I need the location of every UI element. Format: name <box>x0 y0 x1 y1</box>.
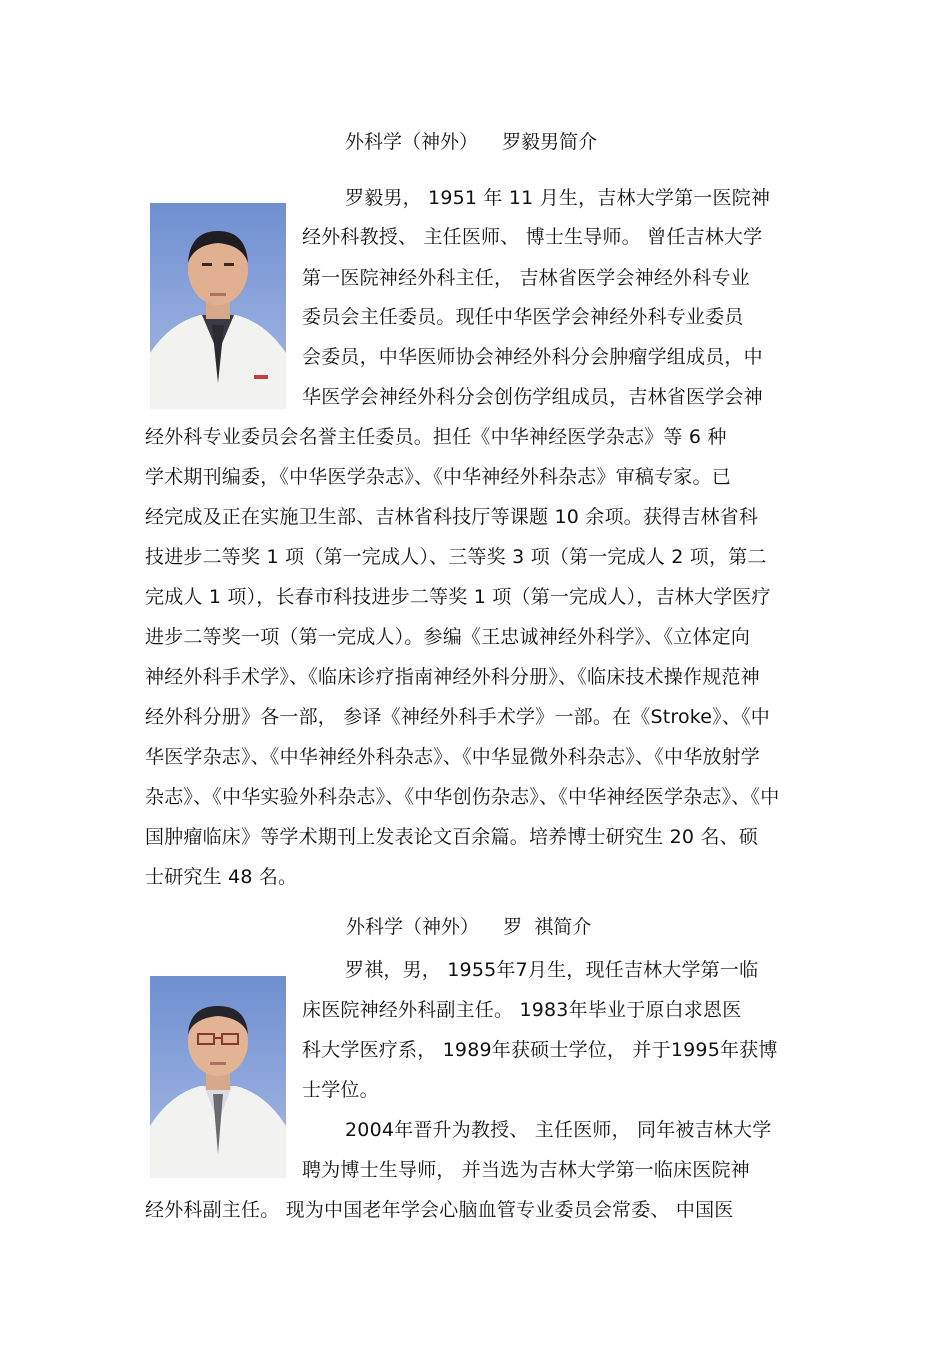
profile2-line: 聘为博士生导师， 并当选为吉林大学第一临床医院神 <box>302 1159 750 1181</box>
profile1-line: 进步二等奖一项（第一完成人）。参编《王忠诚神经外科学》、《立体定向 <box>145 626 751 648</box>
profile1-line: 华医学会神经外科分会创伤学组成员，吉林省医学会神 <box>302 386 763 408</box>
profile1-line: 会委员，中华医师协会神经外科分会肿瘤学组成员，中 <box>302 346 763 368</box>
profile1-line: 经外科专业委员会名誉主任委员。担任《中华神经医学杂志》等 6 种 <box>145 426 727 448</box>
profile1-line: 神经外科手术学》、《临床诊疗指南神经外科分册》、《临床技术操作规范神 <box>145 666 760 688</box>
portrait-photo-2 <box>150 976 286 1178</box>
profile1-line: 完成人 1 项），长春市科技进步二等奖 1 项（第一完成人），吉林大学医疗 <box>145 586 771 608</box>
profile2-line: 2004年晋升为教授、 主任医师， 同年被吉林大学 <box>345 1119 772 1141</box>
profile2-line: 经外科副主任。 现为中国老年学会心脑血管专业委员会常委、 中国医 <box>145 1199 734 1221</box>
profile1-line: 第一医院神经外科主任， 吉林省医学会神经外科专业 <box>302 267 750 289</box>
profile1-line: 罗毅男， 1951 年 11 月生，吉林大学第一医院神 <box>345 187 771 209</box>
profile1-line: 经完成及正在实施卫生部、吉林省科技厅等课题 10 余项。获得吉林省科 <box>145 506 759 528</box>
profile1-line: 经外科分册》各一部， 参译《神经外科手术学》一部。在《Stroke》、《中 <box>145 706 770 728</box>
profile1-line: 学术期刊编委，《中华医学杂志》、《中华神经外科杂志》审稿专家。已 <box>145 466 731 488</box>
profile2-line: 士学位。 <box>302 1079 379 1101</box>
profile1-line: 委员会主任委员。现任中华医学会神经外科专业委员 <box>302 306 744 328</box>
profile1-line: 技进步二等奖 1 项（第一完成人）、三等奖 3 项（第一完成人 2 项，第二 <box>145 546 767 568</box>
profile2-line: 床医院神经外科副主任。 1983年毕业于原白求恩医 <box>302 999 742 1021</box>
profile2-line: 科大学医疗系， 1989年获硕士学位， 并于1995年获博 <box>302 1039 778 1061</box>
profile1-line: 国肿瘤临床》等学术期刊上发表论文百余篇。培养博士研究生 20 名、硕 <box>145 826 759 848</box>
profile2-line: 罗祺，男， 1955年7月生，现任吉林大学第一临 <box>345 959 759 981</box>
profile1-line: 杂志》、《中华实验外科杂志》、《中华创伤杂志》、《中华神经医学杂志》、《中 <box>145 786 780 808</box>
profile1-line: 经外科教授、 主任医师、 博士生导师。 曾任吉林大学 <box>302 226 763 248</box>
portrait-illustration-1 <box>150 203 286 409</box>
profile1-title: 外科学（神外） 罗毅男简介 <box>345 131 598 153</box>
portrait-photo-1 <box>150 203 286 409</box>
profile1-line: 华医学杂志》、《中华神经外科杂志》、《中华显微外科杂志》、《中华放射学 <box>145 746 761 768</box>
profile2-title: 外科学（神外） 罗 祺简介 <box>346 916 592 938</box>
profile1-line: 士研究生 48 名。 <box>145 866 298 888</box>
portrait-illustration-2 <box>150 976 286 1178</box>
